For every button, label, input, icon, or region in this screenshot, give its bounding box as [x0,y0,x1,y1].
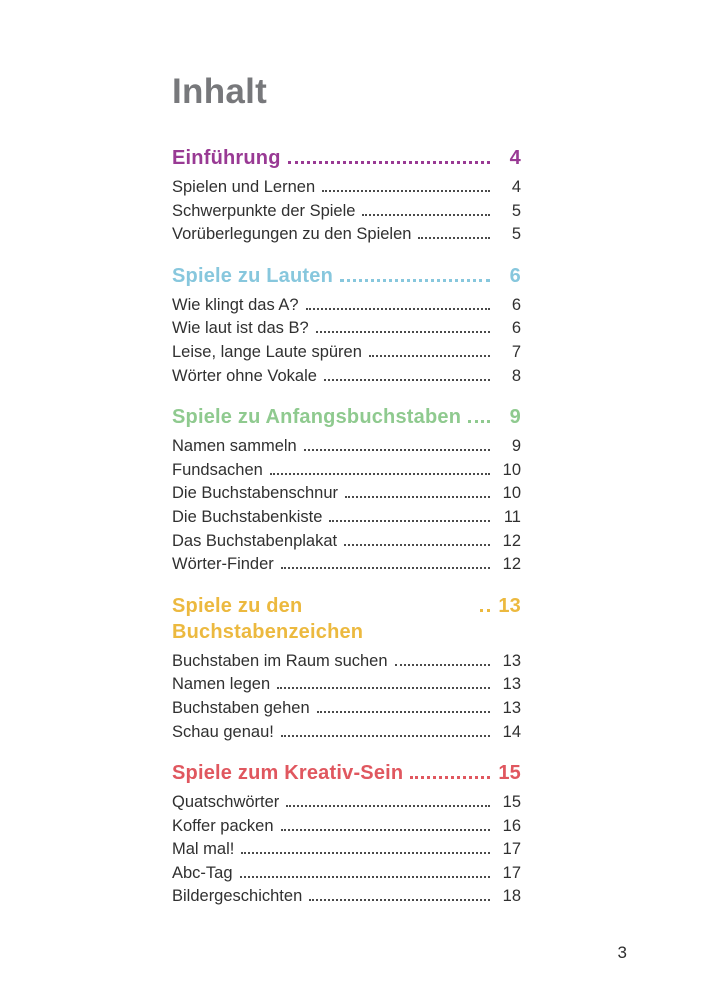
toc-entry [172,341,521,365]
dotted-leader [309,899,490,901]
dotted-leader [418,237,490,239]
dotted-leader [322,190,490,192]
dotted-leader [317,711,490,713]
dotted-leader [281,735,490,737]
dotted-leader [468,420,490,423]
toc-entry [172,223,521,247]
toc-entry-page: 10 [502,484,521,503]
toc-entry-page: 12 [502,555,521,574]
toc-entry-label: Quatschwörter [172,793,280,812]
dotted-leader [304,449,490,451]
toc-entry-page: 8 [511,366,521,385]
toc-section-page: 15 [498,762,521,785]
toc-entry-page: 13 [502,698,521,717]
toc-section-heading [172,263,521,289]
dotted-leader [306,308,490,310]
toc-entry-label: Schwerpunkte der Spiele [172,201,356,220]
toc-section-heading [172,593,521,645]
toc-entry-label: Buchstaben im Raum suchen [172,651,388,670]
toc-entry [172,176,521,200]
dotted-leader [241,852,490,854]
toc-section-heading [172,145,521,171]
footer-page-number: 3 [617,943,627,962]
toc-entry [172,530,521,554]
toc-section-heading [172,404,521,430]
toc-entry-label: Leise, lange Laute spüren [172,342,362,361]
dotted-leader [344,544,490,546]
toc-entry [172,435,521,459]
dotted-leader [316,331,490,333]
toc-entry-label: Wörter ohne Vokale [172,366,317,385]
toc-section-page: 4 [509,147,521,169]
dotted-leader [395,664,490,666]
toc-section-title: Spiele zu Anfangsbuchstaben [172,406,462,429]
toc-entry-label: Mal mal! [172,840,235,859]
dotted-leader [480,609,490,612]
dotted-leader [277,687,490,689]
toc-entry [172,697,521,721]
toc-section [172,404,521,577]
toc-entry [172,506,521,530]
toc-entry-label: Wörter-Finder [172,555,274,574]
toc-entry-label: Vorüberlegungen zu den Spielen [172,225,412,244]
toc-entry [172,200,521,224]
dotted-leader [362,214,490,216]
toc-entry [172,721,521,745]
toc-content [172,73,521,909]
dotted-leader [410,776,490,779]
toc-entry-page: 9 [511,437,521,456]
toc-section-page: 13 [498,594,521,617]
dotted-leader [281,567,490,569]
toc-entry-label: Buchstaben gehen [172,698,310,717]
toc-entry-page: 16 [502,816,521,835]
toc-entry-page: 13 [502,651,521,670]
toc-section-page: 6 [509,264,521,287]
toc-entry-page: 6 [511,319,521,338]
toc-section-title: Spiele zu Lauten [172,264,334,287]
toc-entry-label: Schau genau! [172,722,274,741]
toc-entry-page: 5 [511,201,521,220]
toc-entry [172,791,521,815]
toc-entry-page: 13 [502,675,521,694]
dotted-leader [340,279,490,282]
toc-entry-label: Wie klingt das A? [172,295,299,314]
toc-entry [172,885,521,909]
dotted-leader [329,520,490,522]
toc-entry [172,459,521,483]
toc-entry-page: 17 [502,840,521,859]
toc-section [172,593,521,744]
toc-section-title: Spiele zum Kreativ-Sein [172,762,404,785]
toc-entry-page: 6 [511,295,521,314]
dotted-leader [288,161,490,164]
toc-entry-page: 7 [511,342,521,361]
toc-entry-label: Spielen und Lernen [172,178,316,196]
toc-section-title: Einführung [172,147,281,169]
toc-entry [172,650,521,674]
toc-entry-label: Die Buchstabenkiste [172,507,323,526]
toc-entry [172,294,521,318]
toc-entry-label: Das Buchstabenplakat [172,531,338,550]
toc-entry-label: Abc-Tag [172,863,233,882]
toc-section-page: 9 [509,406,521,429]
dotted-leader [369,355,490,357]
dotted-leader [270,473,490,475]
toc-entry-page: 11 [503,507,521,526]
toc-section-heading [172,760,521,786]
toc-section [172,263,521,388]
toc-entry [172,838,521,862]
dotted-leader [281,829,490,831]
toc-entry-page: 15 [502,793,521,812]
toc-entry-label: Bildergeschichten [172,887,303,906]
dotted-leader [345,496,490,498]
dotted-leader [240,876,490,878]
toc-section [172,145,521,247]
toc-entry-label: Die Buchstabenschnur [172,484,339,503]
toc [172,145,521,909]
toc-entry-page: 4 [511,178,521,196]
toc-entry [172,553,521,577]
toc-section [172,760,521,909]
toc-entry-page: 14 [502,722,521,741]
toc-entry-page: 12 [502,531,521,550]
toc-entry-page: 10 [502,460,521,479]
toc-entry [172,862,521,886]
toc-entry-page: 5 [511,225,521,244]
toc-entry-label: Namen legen [172,675,271,694]
toc-entry-page: 18 [502,887,521,906]
toc-entry [172,673,521,697]
toc-entry-label: Fundsachen [172,460,263,479]
toc-entry [172,317,521,341]
toc-entry-label: Namen sammeln [172,437,297,456]
toc-entry-page: 17 [502,863,521,882]
dotted-leader [324,379,490,381]
toc-section-title: Spiele zu den Buchstabenzeichen [172,594,364,643]
toc-entry [172,365,521,389]
toc-entry [172,815,521,839]
toc-entry-label: Wie laut ist das B? [172,319,309,338]
dotted-leader [286,805,490,807]
page-title: Inhalt [172,72,268,111]
toc-entry-label: Koffer packen [172,816,274,835]
toc-entry [172,482,521,506]
